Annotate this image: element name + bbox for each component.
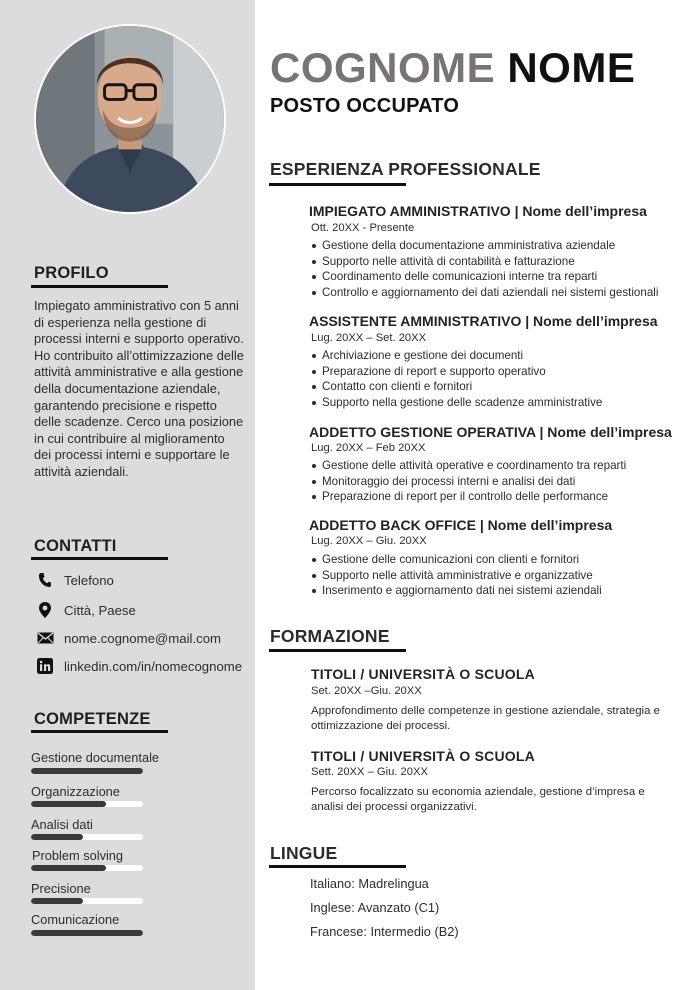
skill-label: Precisione (31, 881, 91, 896)
contact-email-label: nome.cognome@mail.com (64, 630, 222, 646)
list-item: Gestione della documentazione amministrativa aziendale (310, 238, 658, 254)
skill-bar (31, 865, 143, 871)
skill-bar (31, 930, 143, 936)
skill-bar-fill (31, 898, 83, 904)
first-name: NOME (507, 44, 636, 91)
skill-item (31, 881, 143, 896)
language-item: Italiano: Madrelingua (310, 876, 429, 891)
profile-photo (34, 24, 226, 214)
job-entry-bullets (310, 238, 658, 300)
job-entry-date: Lug. 20XX – Feb 20XX (311, 442, 426, 454)
job-entry-date: Ott. 20XX - Presente (311, 222, 415, 234)
skill-bar (31, 801, 143, 807)
location-pin-icon (36, 601, 54, 619)
skill-item (31, 750, 160, 765)
list-item: Inserimento e aggiornamento dati nei sistemi aziendali (310, 583, 602, 599)
contact-location[interactable] (36, 601, 136, 619)
skill-label: Comunicazione (31, 912, 120, 927)
education-entry-description: Approfondimento delle competenze in gestione aziendale, strategia e ottimizzazione dei processi. (311, 705, 660, 732)
skill-bar (31, 834, 143, 840)
list-item: Coordinamento delle comunicazioni interne tra reparti (310, 269, 658, 285)
phone-icon (36, 571, 54, 589)
education-heading-underline (269, 649, 406, 652)
skill-item (32, 848, 144, 863)
skill-bar-fill (31, 801, 106, 807)
languages-heading-underline (269, 865, 406, 868)
language-item: Inglese: Avanzato (C1) (310, 900, 440, 915)
job-entry-bullets (310, 348, 602, 410)
skill-label: Analisi dati (31, 817, 93, 832)
experience-heading-underline (269, 183, 406, 186)
job-entry-date: Lug. 20XX – Giu. 20XX (311, 535, 427, 547)
profile-heading: PROFILO (34, 264, 109, 282)
education-entry-description: Percorso focalizzato su economia aziendale, gestione d’impresa e analisi dei processi organizzativi. (311, 786, 645, 813)
skills-heading: COMPETENZE (34, 710, 151, 728)
job-entry-title: ADDETTO BACK OFFICE | Nome dell’impresa (309, 517, 613, 533)
contact-location-label: Città, Paese (64, 602, 136, 618)
job-title: POSTO OCCUPATO (270, 95, 460, 117)
language-item: Francese: Intermedio (B2) (310, 924, 459, 939)
skill-item (31, 784, 143, 799)
profile-heading-underline (31, 285, 168, 288)
contact-email[interactable] (36, 629, 221, 647)
skill-bar (31, 768, 143, 774)
skill-item (31, 912, 143, 927)
skill-bar-fill (31, 865, 106, 871)
list-item: Gestione delle attività operative e coordinamento tra reparti (310, 458, 626, 474)
list-item: Monitoraggio dei processi interni e analisi dei dati (310, 474, 626, 490)
job-entry-title: ADDETTO GESTIONE OPERATIVA | Nome dell’impresa (309, 424, 672, 440)
contacts-heading-underline (31, 557, 168, 560)
skill-item (31, 817, 143, 832)
contact-linkedin[interactable] (36, 657, 242, 675)
list-item: Preparazione di report e supporto operativo (310, 364, 602, 380)
list-item: Contatto con clienti e fornitori (310, 379, 602, 395)
education-heading: FORMAZIONE (270, 626, 390, 646)
languages-heading: LINGUE (270, 843, 338, 863)
skill-bar-fill (31, 834, 83, 840)
last-name: COGNOME (270, 44, 496, 91)
skills-heading-underline (31, 730, 168, 733)
experience-heading: ESPERIENZA PROFESSIONALE (270, 159, 541, 179)
education-entry-title: TITOLI / UNIVERSITÀ O SCUOLA (311, 748, 535, 764)
job-entry-title: ASSISTENTE AMMINISTRATIVO | Nome dell’impresa (309, 313, 658, 329)
skill-label: Problem solving (32, 848, 124, 863)
list-item: Archiviazione e gestione dei documenti (310, 348, 602, 364)
skill-bar-fill (31, 768, 143, 774)
full-name (270, 44, 635, 92)
list-item: Supporto nelle attività di contabilità e fatturazione (310, 254, 658, 270)
skill-label: Gestione documentale (31, 750, 160, 765)
education-entry-title: TITOLI / UNIVERSITÀ O SCUOLA (311, 666, 535, 682)
contact-phone[interactable] (36, 571, 114, 589)
profile-text: Impiegato amministrativo con 5 anni di esperienza nella gestione di processi interni e supporto operativo. Ho contribuito all’ottimizzazione delle attività amministrative e alla gestione della documentazione aziendale, garantendo precisione e rispetto delle scadenze. Cerco una posizione in cui contribuire al miglioramento dei processi interni e supportare le attività aziendali. (34, 298, 244, 479)
education-entry-date: Set. 20XX –Giu. 20XX (311, 685, 422, 697)
list-item: Supporto nelle attività amministrative e organizzative (310, 568, 602, 584)
contact-linkedin-label: linkedin.com/in/nomecognome (64, 658, 243, 674)
job-entry-bullets (310, 552, 602, 599)
skill-label: Organizzazione (31, 784, 120, 799)
envelope-icon (36, 629, 54, 647)
profile-photo-image (36, 26, 224, 212)
contact-phone-label: Telefono (64, 572, 114, 588)
linkedin-icon (36, 657, 54, 675)
list-item: Gestione delle comunicazioni con clienti e fornitori (310, 552, 602, 568)
list-item: Controllo e aggiornamento dei dati aziendali nei sistemi gestionali (310, 285, 658, 301)
contacts-heading: CONTATTI (34, 537, 117, 555)
skill-bar (31, 898, 143, 904)
job-entry-bullets (310, 458, 626, 505)
job-entry-date: Lug. 20XX – Set. 20XX (311, 332, 427, 344)
job-entry-title: IMPIEGATO AMMINISTRATIVO | Nome dell’impresa (309, 203, 647, 219)
list-item: Preparazione di report per il controllo delle performance (310, 489, 626, 505)
skill-bar-fill (31, 930, 143, 936)
list-item: Supporto nella gestione delle scadenze amministrative (310, 395, 602, 411)
education-entry-date: Sett. 20XX – Giu. 20XX (311, 766, 428, 778)
